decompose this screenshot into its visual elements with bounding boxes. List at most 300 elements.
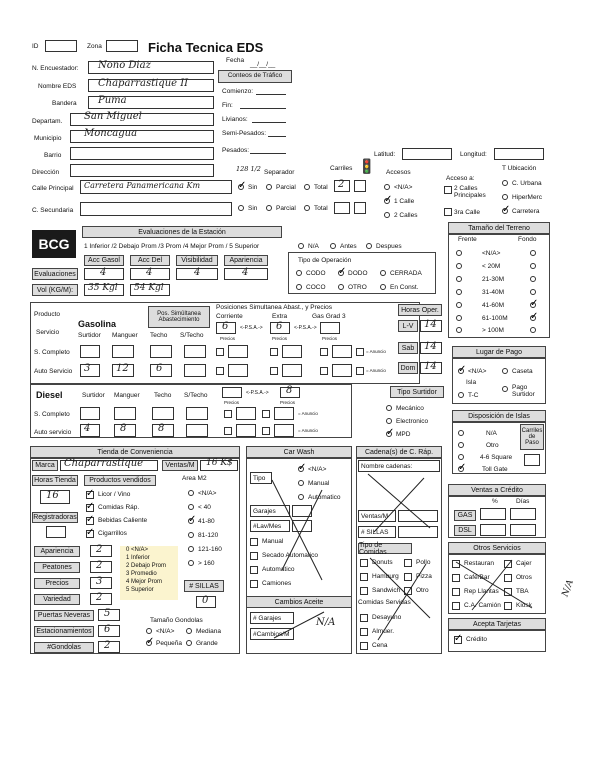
serv-camion-label: C.A. Camión bbox=[464, 602, 501, 609]
tipo-dodo-radio[interactable] bbox=[338, 270, 344, 276]
id-label: ID bbox=[32, 43, 39, 50]
fondo-61-100[interactable] bbox=[530, 315, 536, 321]
calle-secundaria-label: C. Secundaria bbox=[32, 207, 74, 214]
psa-label-1: <-P.S.A.-> bbox=[240, 325, 263, 331]
frente-21-30[interactable] bbox=[456, 276, 462, 282]
das-check[interactable] bbox=[224, 427, 232, 435]
gondola-pequena-label: Pequeña bbox=[156, 640, 183, 647]
eval-scale: 1 Inferior /2 Debajo Prom /3 Prom /4 Mejor Prom / 5 Superior bbox=[84, 243, 260, 250]
islas-na-label: N/A bbox=[486, 430, 497, 437]
serv-otros-label: Otros bbox=[516, 574, 532, 581]
corriente-label: Corriente bbox=[216, 313, 243, 320]
as-corriente-check[interactable] bbox=[216, 367, 224, 375]
ventas-tienda-label: Ventas/M bbox=[162, 460, 198, 471]
islas-square-radio[interactable] bbox=[458, 454, 464, 460]
tipo-coco-radio[interactable] bbox=[296, 284, 302, 290]
carriles2-field[interactable] bbox=[334, 202, 350, 214]
servida-cena-label: Cena bbox=[372, 642, 388, 649]
aceite-strike-mark bbox=[270, 608, 330, 644]
frente-31-40[interactable] bbox=[456, 289, 462, 295]
carwash-opt-secado-label: Secado Automatico bbox=[262, 552, 319, 559]
credito-gas-label: GAS bbox=[454, 510, 476, 521]
gondolas-title: Tamaño Gondolas bbox=[150, 617, 203, 624]
rating-variedad-value: 2 bbox=[96, 592, 103, 603]
prod-cigarrillos-check[interactable] bbox=[86, 530, 94, 538]
carwash-opt-auto-label: Automatico bbox=[262, 566, 295, 573]
eval-despues-radio[interactable] bbox=[366, 243, 372, 249]
bandera-label: Bandera bbox=[52, 100, 77, 107]
as-techo-value: 6 bbox=[156, 363, 163, 374]
pago-na-radio[interactable] bbox=[458, 368, 464, 374]
horas-dom-label: Dom bbox=[398, 362, 418, 374]
diesel-psa-value: 8 bbox=[286, 385, 293, 396]
serv-cajer-label: Cajer bbox=[516, 560, 532, 567]
rating-gondolas-label: #Gondolas bbox=[34, 642, 94, 653]
diesel-psa-label: <-P.S.A.-> bbox=[246, 390, 269, 396]
diesel-psa-field[interactable] bbox=[222, 387, 242, 398]
aceite-title: Cambios Aceite bbox=[246, 596, 352, 608]
eval-na-radio[interactable] bbox=[298, 243, 304, 249]
col-techo: Techo bbox=[150, 332, 168, 339]
terreno-row-3: 31-40M bbox=[482, 289, 505, 296]
carwash-opt-manual[interactable] bbox=[250, 538, 258, 546]
pago-surtidor-radio[interactable] bbox=[502, 386, 508, 392]
rating-apariencia-label: Apariencia bbox=[34, 546, 80, 557]
tarjeta-credito-label: Crédito bbox=[466, 636, 487, 643]
acceso-2calles-check[interactable] bbox=[444, 186, 452, 194]
col-stecho: S/Techo bbox=[180, 332, 204, 339]
col-surtidor: Surtidor bbox=[78, 332, 101, 339]
surtidor-mpd-radio[interactable] bbox=[386, 431, 392, 437]
comida-hamburg-label: Hamburg bbox=[372, 573, 399, 580]
sc-gasgrad-check[interactable] bbox=[320, 348, 328, 356]
gondola-pequena-radio[interactable] bbox=[146, 640, 152, 646]
carriles-label: Carriles bbox=[330, 165, 353, 172]
sc-techo[interactable] bbox=[150, 345, 172, 358]
dsc-price[interactable] bbox=[236, 407, 256, 420]
rating-apariencia-value: 2 bbox=[96, 544, 103, 555]
sep-sin-radio[interactable] bbox=[238, 184, 244, 190]
tienda-sillas-value: 0 bbox=[202, 595, 209, 606]
credito-gas-dias[interactable] bbox=[510, 508, 536, 520]
marca-label: Marca bbox=[32, 460, 58, 471]
rating-gondolas-value: 2 bbox=[104, 640, 111, 651]
area-41-80-radio[interactable] bbox=[188, 518, 194, 524]
prod-comidas-check[interactable] bbox=[86, 504, 94, 512]
sc-gasgrad-price[interactable] bbox=[332, 345, 352, 358]
rating-variedad-label: Variedad bbox=[34, 594, 80, 605]
auto-servicio-label: Auto Servicio bbox=[34, 368, 73, 375]
as-gasgrad-price[interactable] bbox=[332, 364, 352, 377]
productos-label: Productos vendidos bbox=[84, 475, 156, 486]
tipo-codo-radio[interactable] bbox=[296, 270, 302, 276]
islas-na-radio[interactable] bbox=[458, 430, 464, 436]
rating-precios-value: 3 bbox=[96, 576, 103, 587]
frente-20[interactable] bbox=[456, 263, 462, 269]
carriles-paso-field[interactable] bbox=[524, 454, 540, 466]
ubicacion-carretera-label: Carretera bbox=[512, 208, 540, 215]
tipo-op-title: Tipo de Operación bbox=[298, 257, 352, 264]
aceite-cambios-label: #Cambios/M bbox=[250, 628, 294, 640]
serv-cafe-label: Café/Bar bbox=[464, 574, 490, 581]
accesos-na-label: <N/A> bbox=[394, 184, 413, 191]
page-title: Ficha Tecnica EDS bbox=[148, 40, 264, 55]
frente-61-100[interactable] bbox=[456, 315, 462, 321]
islas-tollgate-radio[interactable] bbox=[458, 466, 464, 472]
carwash-opt-auto[interactable] bbox=[250, 566, 258, 574]
rating-puertas-label: Puertas Neveras bbox=[34, 610, 94, 621]
terreno-title: Tamaño del Terreno bbox=[448, 222, 550, 234]
calle-secundaria-field[interactable] bbox=[80, 202, 232, 216]
dsc-check[interactable] bbox=[224, 410, 232, 418]
area-160-label: > 160 bbox=[198, 560, 215, 567]
frente-41-60[interactable] bbox=[456, 302, 462, 308]
rating-estac-value: 6 bbox=[104, 624, 111, 635]
sc-anuncio-check[interactable] bbox=[356, 348, 364, 356]
tipo-cerrada-label: CERRADA bbox=[390, 270, 422, 277]
prod-bebidas-label: Bebidas Caliente bbox=[98, 517, 148, 524]
terreno-row-5: 61-100M bbox=[482, 315, 508, 322]
as-corriente-price[interactable] bbox=[228, 364, 248, 377]
area-40-label: < 40 bbox=[198, 504, 211, 511]
comidas-servidas-title: Comidas Servidas bbox=[358, 599, 411, 606]
pos-sim-abast-title: Posiciones Simultanea Abast., y Precios bbox=[216, 304, 332, 311]
horas-tienda-label: Horas Tienda bbox=[32, 475, 78, 486]
tipo-cerrada-radio[interactable] bbox=[380, 270, 386, 276]
eval-visibilidad-value: 4 bbox=[194, 267, 201, 278]
credito-dias-label: Días bbox=[516, 498, 530, 505]
islas-otro-label: Otro bbox=[486, 442, 499, 449]
traffic-row-2: Livianos: bbox=[222, 116, 248, 123]
sep-total-radio[interactable] bbox=[304, 184, 310, 190]
das-stecho[interactable] bbox=[186, 424, 208, 437]
serv-tba-label: TBA bbox=[516, 588, 529, 595]
ubicacion-title: T Ubicación bbox=[502, 165, 537, 172]
serv-kiosk-label: Kiosk bbox=[516, 602, 532, 609]
scale-item-4: 4 Mejor Prom bbox=[126, 579, 163, 585]
gas-grad-label: Gas Grad 3 bbox=[312, 313, 346, 320]
fecha-value[interactable]: __/__/__ bbox=[250, 61, 276, 68]
nombre-value: Chaparrastique II bbox=[98, 78, 189, 89]
das-techo-value: 8 bbox=[158, 423, 165, 434]
sc-surtidor[interactable] bbox=[80, 345, 100, 358]
islas-square-label: 4-6 Square bbox=[480, 454, 513, 461]
terreno-row-6: > 100M bbox=[482, 327, 504, 334]
fondo-na[interactable] bbox=[530, 250, 536, 256]
fondo-31-40[interactable] bbox=[530, 289, 536, 295]
gondola-mediana-label: Mediana bbox=[196, 628, 221, 635]
terreno-frente: Frente bbox=[458, 236, 477, 243]
barrio-label: Barrio bbox=[44, 152, 62, 159]
das-anuncio-label: = Anuncio bbox=[298, 428, 318, 433]
municipio-label: Municipio bbox=[34, 135, 62, 142]
extra-psa-value: 6 bbox=[276, 321, 283, 332]
dsc-check-2[interactable] bbox=[262, 410, 270, 418]
tipo-enconst-label: En Const. bbox=[390, 284, 419, 291]
acceso-3ra-label: 3ra Calle bbox=[454, 209, 481, 216]
sc-extra-check[interactable] bbox=[270, 348, 278, 356]
gondola-grande-label: Grande bbox=[196, 640, 218, 647]
dsc-surtidor[interactable] bbox=[80, 407, 100, 420]
pago-surtidor-label: Pago Surtidor bbox=[512, 384, 535, 398]
sc-corriente-price[interactable] bbox=[228, 345, 248, 358]
prod-bebidas-check[interactable] bbox=[86, 517, 94, 525]
cadena-sillas-label: # SILLAS bbox=[358, 526, 396, 538]
sep2-sin-radio[interactable] bbox=[238, 205, 244, 211]
dsc-manguer[interactable] bbox=[114, 407, 136, 420]
eval-na-label: N/A bbox=[308, 243, 319, 250]
das-price[interactable] bbox=[236, 424, 256, 437]
dsc-price-2[interactable] bbox=[274, 407, 294, 420]
barrio-field[interactable] bbox=[70, 147, 214, 160]
surtidor-mecanico-radio[interactable] bbox=[386, 405, 392, 411]
tipo-enconst-radio[interactable] bbox=[380, 284, 386, 290]
rating-puertas-value: 5 bbox=[104, 608, 111, 619]
corriente-psa-value: 6 bbox=[222, 321, 229, 332]
tarjetas-panel bbox=[448, 630, 546, 652]
eval-acc-gasol-value: 4 bbox=[100, 267, 107, 278]
tienda-title: Tienda de Conveniencia bbox=[30, 446, 240, 458]
sep-parcial-radio[interactable] bbox=[266, 184, 272, 190]
carwash-opt-camiones[interactable] bbox=[250, 580, 258, 588]
pago-tc-radio[interactable] bbox=[458, 392, 464, 398]
tipo-surtidor-title: Tipo Surtidor bbox=[390, 386, 444, 398]
as-gasgrad-check[interactable] bbox=[320, 367, 328, 375]
surtidor-mpd-label: MPD bbox=[396, 431, 411, 438]
latitud-field[interactable] bbox=[402, 148, 452, 160]
id-field[interactable] bbox=[45, 40, 77, 52]
comida-otro-label: Otro bbox=[416, 587, 429, 594]
tipo-dodo-label: DODO bbox=[348, 270, 368, 277]
encuestador-value: Nono Diaz bbox=[98, 60, 151, 71]
tarjeta-credito-check[interactable] bbox=[454, 636, 462, 644]
servida-almuerzo-label: Almuer. bbox=[372, 628, 395, 635]
eval-despues-label: Despues bbox=[376, 243, 402, 250]
area-121-160-radio[interactable] bbox=[188, 546, 194, 552]
evaluaciones-label: Evaluaciones bbox=[32, 268, 78, 280]
terreno-row-1: < 20M bbox=[482, 263, 501, 270]
surtidor-electronico-label: Electronico bbox=[396, 418, 429, 425]
zona-field[interactable] bbox=[106, 40, 138, 52]
area-na-radio[interactable] bbox=[188, 490, 194, 496]
accesos-na-radio[interactable] bbox=[384, 184, 390, 190]
col-visibilidad: Visibilidad bbox=[176, 255, 218, 266]
sc-anuncio-label: = Anuncio bbox=[366, 349, 386, 354]
terreno-fondo: Fondo bbox=[518, 236, 537, 243]
diesel-precios-1: Precios bbox=[224, 400, 240, 405]
sep2-sin-label: Sin bbox=[248, 205, 258, 212]
horas-sab-value: 14 bbox=[424, 341, 437, 352]
gondola-mediana-radio[interactable] bbox=[186, 628, 192, 634]
fondo-100[interactable] bbox=[530, 327, 536, 333]
comida-sandwich-label: Sandwich bbox=[372, 587, 401, 594]
rating-peatones-label: Peatones bbox=[34, 562, 80, 573]
prod-licor-check[interactable] bbox=[86, 491, 94, 499]
registradoras-field[interactable] bbox=[46, 526, 66, 538]
accesos-1calle-radio[interactable] bbox=[384, 198, 390, 204]
carwash-auto-label: Automatico bbox=[308, 494, 341, 501]
prod-comidas-label: Comidas Ráp. bbox=[98, 504, 140, 511]
cadena-strike-mark bbox=[360, 468, 440, 648]
carwash-na-note: N/A bbox=[316, 617, 336, 628]
sep2-parcial-label: Parcial bbox=[276, 205, 296, 212]
carwash-strike-mark bbox=[262, 470, 342, 590]
islas-otro-radio[interactable] bbox=[458, 442, 464, 448]
gasgrad-psa[interactable] bbox=[320, 322, 340, 334]
rating-estac-label: Estacionamientos bbox=[34, 626, 94, 637]
rating-precios-label: Precios bbox=[34, 578, 80, 589]
scale-item-5: 5 Superior bbox=[126, 587, 154, 593]
das-surtidor-value: 4 bbox=[84, 423, 91, 434]
das-price-2[interactable] bbox=[274, 424, 294, 437]
tienda-sillas-label: # SILLAS bbox=[184, 580, 224, 592]
as-anuncio-check[interactable] bbox=[356, 367, 364, 375]
fecha-label: Fecha bbox=[226, 57, 245, 64]
accesos-2calles-radio[interactable] bbox=[384, 212, 390, 218]
servicio-label: Servicio bbox=[36, 329, 60, 336]
acceso-2calles-label: 2 Calles Principales bbox=[454, 185, 486, 199]
carwash-lavmes-label: #Lav/Mes bbox=[250, 520, 290, 532]
precios-label-3: Precios bbox=[322, 336, 338, 341]
terreno-row-2: 21-30M bbox=[482, 276, 505, 283]
encuestador-label: N. Encuestador: bbox=[32, 65, 79, 72]
as-stecho[interactable] bbox=[184, 364, 206, 377]
carriles2-field-2[interactable] bbox=[354, 202, 366, 214]
sep-total-label: Total bbox=[314, 184, 328, 191]
as-surtidor-value: 3 bbox=[84, 363, 91, 374]
frente-na[interactable] bbox=[456, 250, 462, 256]
carwash-opt-secado[interactable] bbox=[250, 552, 258, 560]
area-121-160-label: 121-160 bbox=[198, 546, 222, 553]
ubicacion-hiper-label: HiperMerc bbox=[512, 194, 542, 201]
sc-stecho[interactable] bbox=[184, 345, 206, 358]
precios-label-1: Precios bbox=[220, 336, 236, 341]
traffic-light-icon: 🚦 bbox=[358, 158, 376, 174]
prod-cigarrillos-label: Cigarrillos bbox=[98, 530, 127, 537]
as-extra-check[interactable] bbox=[270, 367, 278, 375]
diesel-precios-2: Precios bbox=[280, 400, 296, 405]
diesel-sc-label: S. Completo bbox=[34, 411, 70, 418]
frente-100[interactable] bbox=[456, 327, 462, 333]
servicios-strike-mark bbox=[452, 558, 542, 612]
area-81-120-radio[interactable] bbox=[188, 532, 194, 538]
direccion-field[interactable] bbox=[70, 164, 214, 177]
pago-na-label: <N/A> bbox=[468, 368, 487, 375]
ubicacion-urbana-radio[interactable] bbox=[502, 180, 508, 186]
dsc-techo[interactable] bbox=[152, 407, 174, 420]
pago-caseta-radio[interactable] bbox=[502, 368, 508, 374]
tipo-otro-radio[interactable] bbox=[338, 284, 344, 290]
eval-apariencia-value: 4 bbox=[242, 267, 249, 278]
ubicacion-urbana-label: C. Urbana bbox=[512, 180, 542, 187]
surtidor-electronico-radio[interactable] bbox=[386, 418, 392, 424]
traffic-title: Conteos de Tráfico bbox=[218, 70, 292, 83]
das-check-2[interactable] bbox=[262, 427, 270, 435]
registradoras-label: Registradoras bbox=[33, 514, 77, 521]
direccion-label: Dirección bbox=[32, 169, 60, 176]
carriles-field-2[interactable] bbox=[354, 180, 366, 192]
tipo-comidas-title: Tipo de Comidas bbox=[358, 543, 412, 554]
rating-peatones-value: 2 bbox=[96, 560, 103, 571]
gasolina-label: Gasolina bbox=[78, 319, 117, 329]
acceso-3ra-check[interactable] bbox=[444, 208, 452, 216]
eval-acc-del-value: 4 bbox=[146, 267, 153, 278]
carwash-garajes-label: Garajes bbox=[250, 505, 290, 517]
sc-corriente-check[interactable] bbox=[216, 348, 224, 356]
sep2-parcial-radio[interactable] bbox=[266, 205, 272, 211]
s-completo-label: S. Completo bbox=[34, 349, 70, 356]
eval-antes-radio[interactable] bbox=[330, 243, 336, 249]
carwash-opt-camiones-label: Camiones bbox=[262, 580, 292, 587]
psa-label-2: <-P.S.A.-> bbox=[294, 325, 317, 331]
pos-simultanea-title: Pos. Simûltanea Abastecimiento bbox=[148, 306, 210, 328]
sc-extra-price[interactable] bbox=[282, 345, 302, 358]
tipo-coco-label: COCO bbox=[306, 284, 326, 291]
dsc-stecho[interactable] bbox=[186, 407, 208, 420]
fondo-41-60[interactable] bbox=[530, 302, 536, 308]
credito-dsl-dias[interactable] bbox=[510, 524, 536, 536]
fondo-20[interactable] bbox=[530, 263, 536, 269]
credito-pct-label: % bbox=[492, 498, 498, 505]
terreno-row-4: 41-60M bbox=[482, 302, 505, 309]
credito-gas-pct[interactable] bbox=[480, 508, 506, 520]
tipo-codo-label: CODO bbox=[306, 270, 326, 277]
credito-title: Ventas a Crédito bbox=[448, 484, 546, 496]
area-40-radio[interactable] bbox=[188, 504, 194, 510]
fondo-21-30[interactable] bbox=[530, 276, 536, 282]
carwash-opt-manual-label: Manual bbox=[262, 538, 284, 545]
area-title: Area M2 bbox=[182, 475, 207, 482]
credito-dsl-pct[interactable] bbox=[480, 524, 506, 536]
sep2-total-radio[interactable] bbox=[304, 205, 310, 211]
area-81-120-label: 81-120 bbox=[198, 532, 219, 539]
area-160-radio[interactable] bbox=[188, 560, 194, 566]
tipo-otro-label: OTRO bbox=[348, 284, 367, 291]
servicios-na-note: N/A bbox=[560, 578, 576, 599]
depto-label: Departam. bbox=[32, 118, 63, 125]
accesos-1calle-label: 1 Calle bbox=[394, 198, 415, 205]
horas-title: Horas Oper. bbox=[398, 304, 442, 316]
gondola-na-radio[interactable] bbox=[146, 628, 152, 634]
carriles-paso-label: Carriles de Paso bbox=[520, 424, 544, 450]
as-anuncio-label: = Anuncio bbox=[366, 368, 386, 373]
scale-item-0: 0 <N/A> bbox=[126, 547, 149, 553]
ubicacion-hiper-radio[interactable] bbox=[502, 194, 508, 200]
pago-caseta-label: Caseta bbox=[512, 368, 533, 375]
comida-donuts-label: Donuts bbox=[372, 559, 393, 566]
diesel-label: Diesel bbox=[36, 390, 63, 400]
sc-manguer[interactable] bbox=[112, 345, 134, 358]
ubicacion-carretera-radio[interactable] bbox=[502, 208, 508, 214]
marca-value: Chaparrastique bbox=[64, 458, 144, 469]
as-extra-price[interactable] bbox=[282, 364, 302, 377]
serv-restauran-label: Restauran bbox=[464, 560, 494, 567]
zona-label: Zona bbox=[87, 43, 102, 50]
producto-label: Producto bbox=[34, 311, 61, 318]
servicios-title: Otros Servicios bbox=[448, 542, 546, 554]
col-acc-del: Acc Del bbox=[130, 255, 170, 266]
eval-antes-label: Antes bbox=[340, 243, 357, 250]
horas-lv-label: L-V bbox=[398, 320, 418, 332]
longitud-field[interactable] bbox=[494, 148, 544, 160]
scale-legend bbox=[120, 546, 178, 600]
sep-parcial-label: Parcial bbox=[276, 184, 296, 191]
gondola-grande-radio[interactable] bbox=[186, 640, 192, 646]
nombre-label: Nombre EDS bbox=[38, 83, 77, 90]
diesel-as-label: Auto servicio bbox=[34, 429, 72, 436]
horas-sab-label: Sab bbox=[398, 342, 418, 354]
tarjetas-title: Acepta Tarjetas bbox=[448, 618, 546, 630]
